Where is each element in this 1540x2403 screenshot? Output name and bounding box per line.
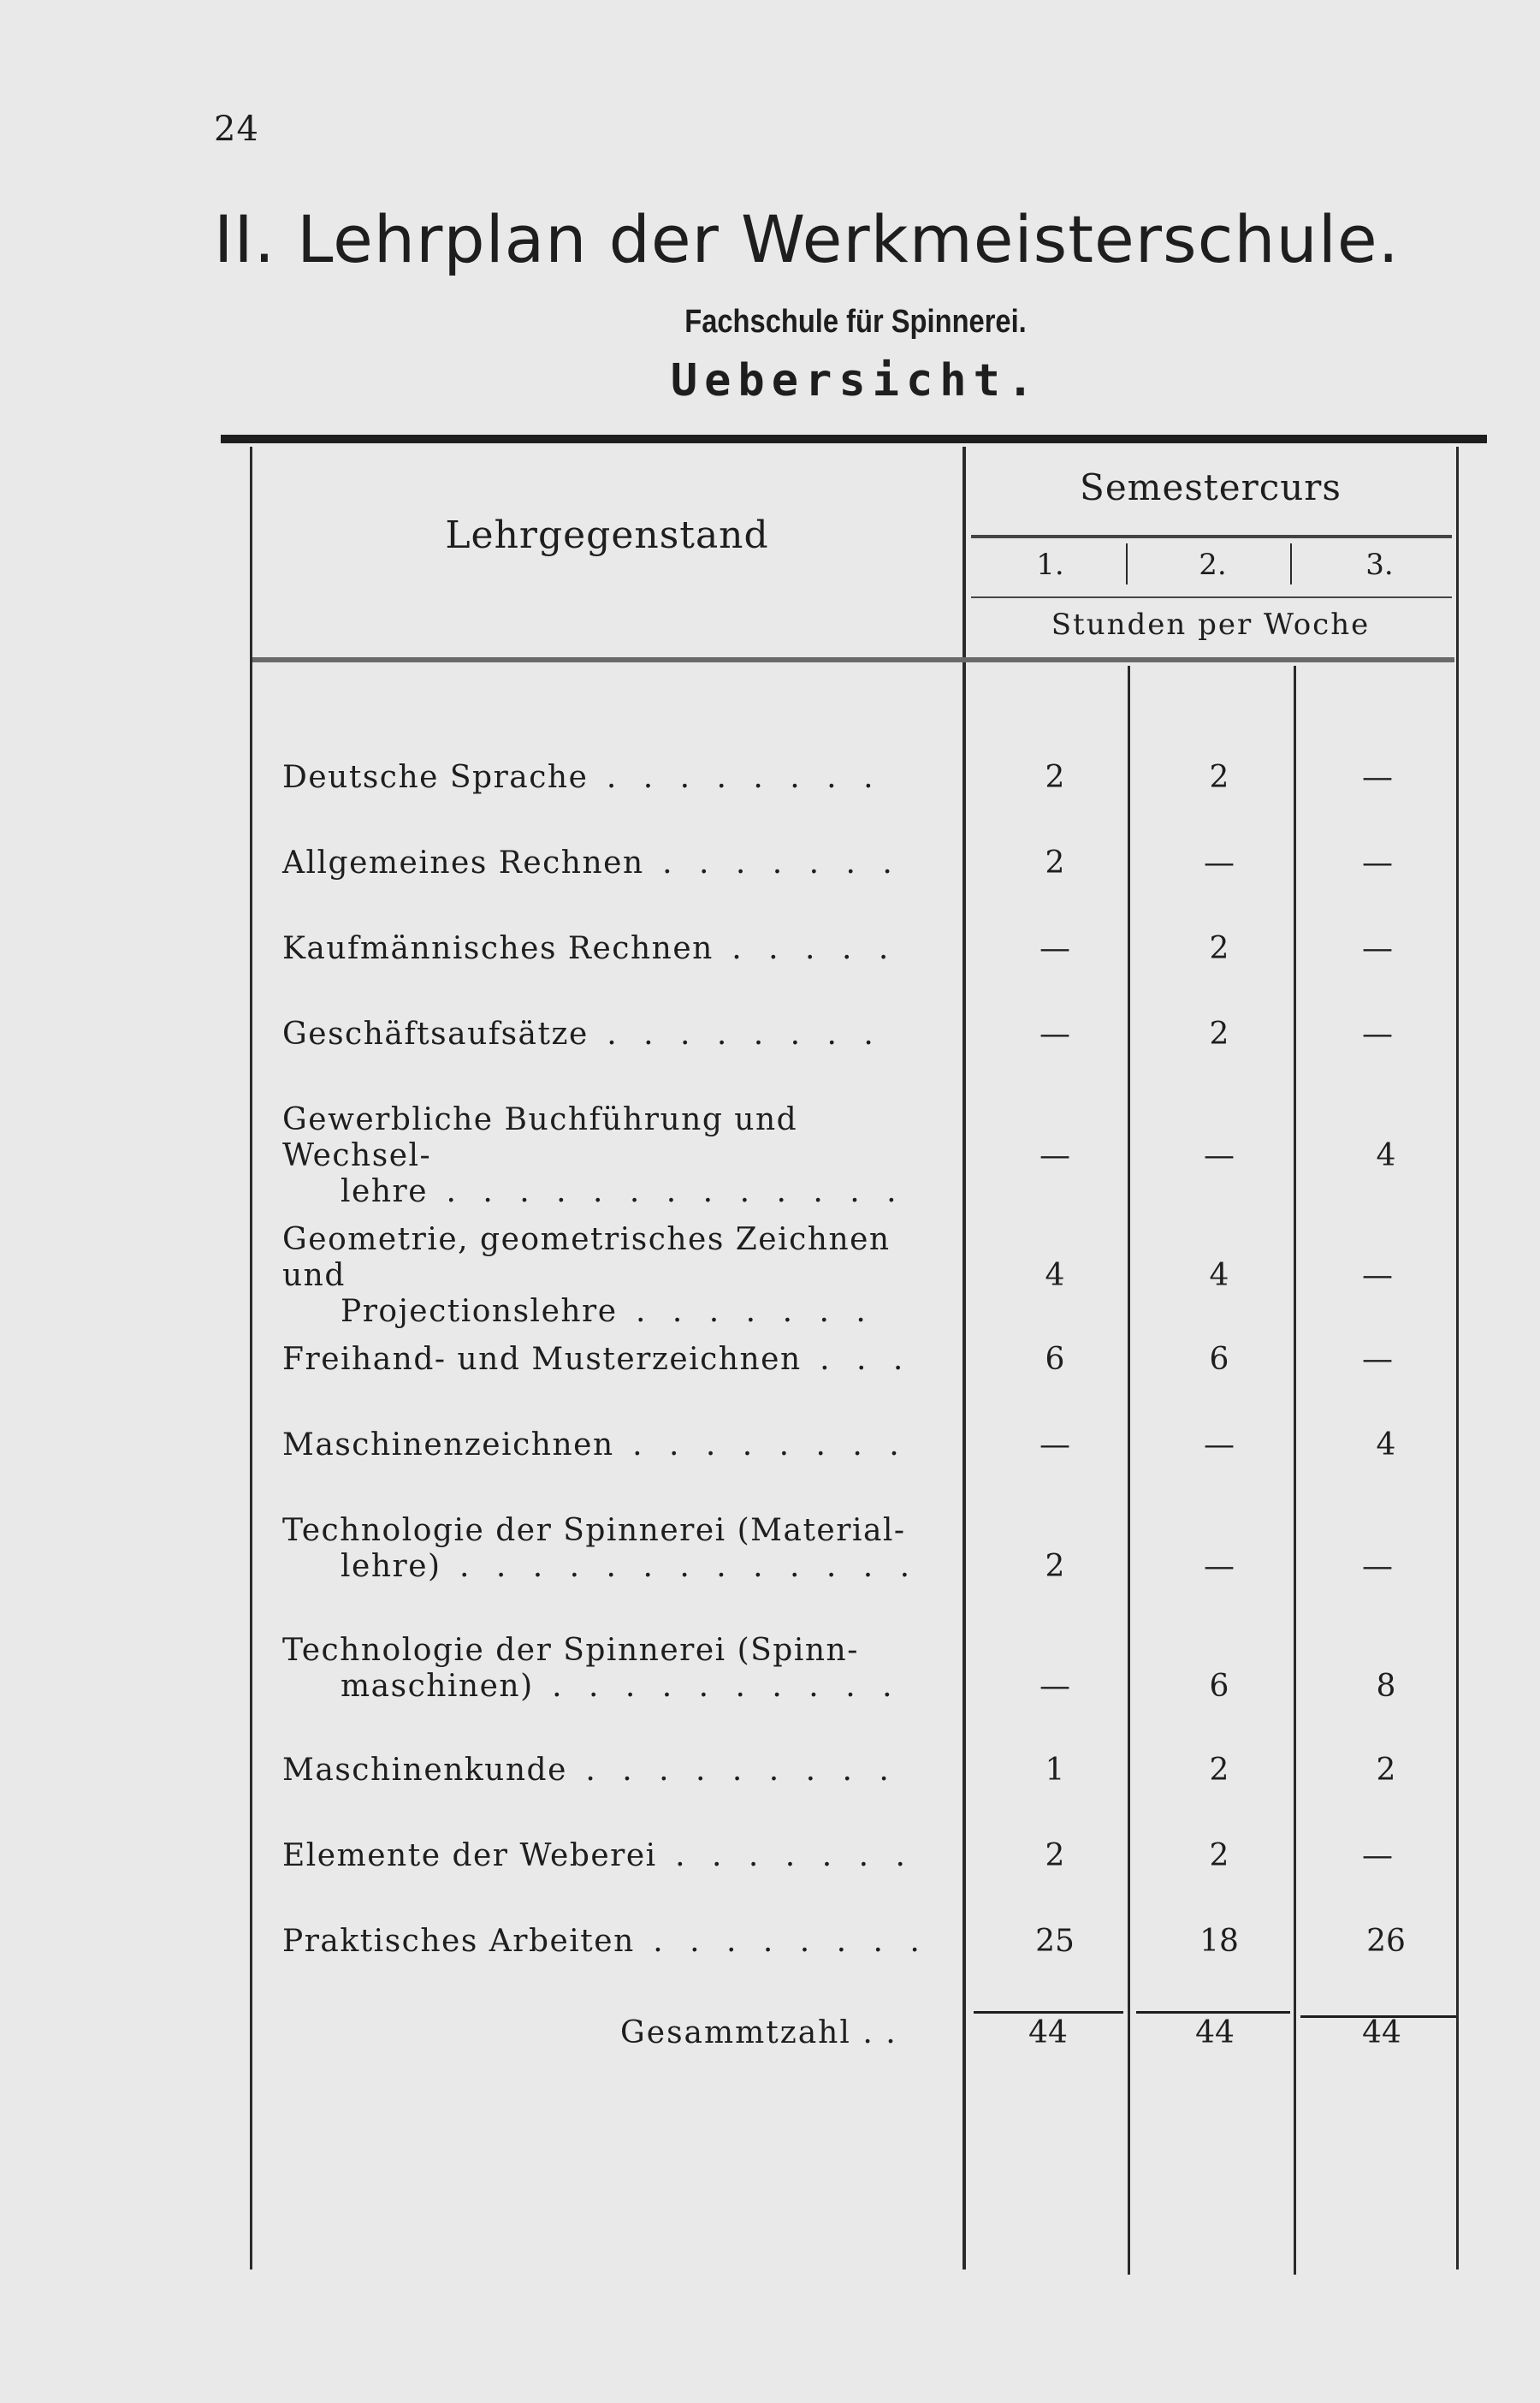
semester-2-value: 2 [1209, 1838, 1229, 1873]
semester-2-value: — [1204, 846, 1235, 881]
semester-3-value: 4 [1376, 1427, 1396, 1463]
hours-per-week-header: Stunden per Woche [1051, 608, 1371, 642]
semester-divider-2 [1290, 543, 1292, 584]
subject-column-header: Lehrgegenstand [445, 513, 769, 557]
semester-3-header: 3. [1365, 548, 1394, 582]
semester-1-value: 1 [1045, 1753, 1065, 1788]
total-semester-2: 44 [1195, 2015, 1235, 2050]
semester-3-value: — [1362, 1258, 1393, 1293]
subject-name: Gewerbliche Buchführung und Wechsel- lehre . . . . . . . . . . . . . [282, 1102, 905, 1209]
semester-3-value: — [1362, 931, 1393, 966]
semester-2-value: 2 [1209, 931, 1229, 966]
semester-2-value: 2 [1209, 760, 1229, 795]
semester-2-value: 6 [1209, 1669, 1229, 1704]
header-bottom-rule [252, 657, 1454, 662]
subject-name: Deutsche Sprache . . . . . . . . [282, 760, 882, 795]
semester-divider-1-body [1128, 666, 1130, 2275]
semester-1-value: 25 [1035, 1924, 1075, 1959]
subject-name: Maschinenzeichnen . . . . . . . . [282, 1427, 908, 1463]
subject-name: Technologie der Spinnerei (Material- lehre) . . . . . . . . . . . . . [282, 1513, 919, 1584]
subject-name: Technologie der Spinnerei (Spinn- maschinen) . . . . . . . . . . [282, 1633, 901, 1704]
semester-1-value: 2 [1045, 1549, 1065, 1584]
total-semester-3: 44 [1362, 2015, 1401, 2050]
table-top-rule [221, 435, 1487, 443]
semester-2-value: 2 [1209, 1017, 1229, 1052]
semester-1-value: — [1040, 1138, 1070, 1173]
semester-1-header: 1. [1036, 548, 1064, 582]
semester-2-header: 2. [1199, 548, 1227, 582]
semester-2-value: — [1204, 1138, 1235, 1173]
semester-3-value: — [1362, 1549, 1393, 1584]
semester-3-value: 2 [1376, 1753, 1396, 1788]
semester-2-value: 18 [1199, 1924, 1239, 1959]
semester-1-value: 6 [1045, 1342, 1065, 1377]
subject-name: Allgemeines Rechnen . . . . . . . [282, 846, 901, 881]
total-label: Gesammtzahl . . [620, 2015, 897, 2050]
semester-1-value: — [1040, 1017, 1070, 1052]
table-left-border [250, 447, 252, 2270]
semester-1-value: 2 [1045, 1838, 1065, 1873]
semester-3-value: 8 [1376, 1669, 1396, 1704]
subject-name: Elemente der Weberei . . . . . . . [282, 1838, 914, 1873]
semester-2-value: 4 [1209, 1258, 1229, 1293]
total-semester-1: 44 [1028, 2015, 1068, 2050]
semester-1-value: — [1040, 1427, 1070, 1463]
semester-1-value: 4 [1045, 1258, 1065, 1293]
semester-1-value: — [1040, 1669, 1070, 1704]
subject-name: Maschinenkunde . . . . . . . . . [282, 1753, 897, 1788]
semester-1-value: 2 [1045, 846, 1065, 881]
semester-header-rule [971, 535, 1452, 538]
subject-name: Kaufmännisches Rechnen . . . . . [282, 931, 897, 966]
page-subtitle: Fachschule für Spinnerei. [684, 304, 1027, 340]
semester-3-value: — [1362, 846, 1393, 881]
semester-2-value: — [1204, 1549, 1235, 1584]
subject-column-divider [962, 447, 966, 2270]
semester-3-value: — [1362, 1342, 1393, 1377]
semester-1-value: 2 [1045, 760, 1065, 795]
total-rule-2 [1136, 2011, 1290, 2014]
subject-name: Freihand- und Musterzeichnen . . . [282, 1342, 912, 1377]
semester-3-value: — [1362, 760, 1393, 795]
semester-2-value: — [1204, 1427, 1235, 1463]
semester-3-value: — [1362, 1017, 1393, 1052]
semester-2-value: 2 [1209, 1753, 1229, 1788]
semester-1-value: — [1040, 931, 1070, 966]
subject-name: Praktisches Arbeiten . . . . . . . . [282, 1924, 928, 1959]
semester-divider-2-body [1294, 666, 1296, 2275]
semester-divider-1 [1126, 543, 1128, 584]
semester-2-value: 6 [1209, 1342, 1229, 1377]
table-right-border [1456, 447, 1459, 2270]
subject-name: Geometrie, geometrisches Zeichnen und Projectionslehre . . . . . . . [282, 1222, 891, 1329]
page-title: II. Lehrplan der Werkmeisterschule. [214, 201, 1400, 277]
semester-number-rule [971, 596, 1452, 598]
semester-3-value: — [1362, 1838, 1393, 1873]
overview-heading: Uebersicht. [670, 355, 1041, 406]
semester-3-value: 4 [1376, 1138, 1396, 1173]
page-number: 24 [214, 110, 259, 149]
semester-3-value: 26 [1366, 1924, 1406, 1959]
total-rule-1 [974, 2011, 1123, 2014]
semester-course-header: Semestercurs [1080, 466, 1342, 508]
subject-name: Geschäftsaufsätze . . . . . . . . [282, 1017, 882, 1052]
